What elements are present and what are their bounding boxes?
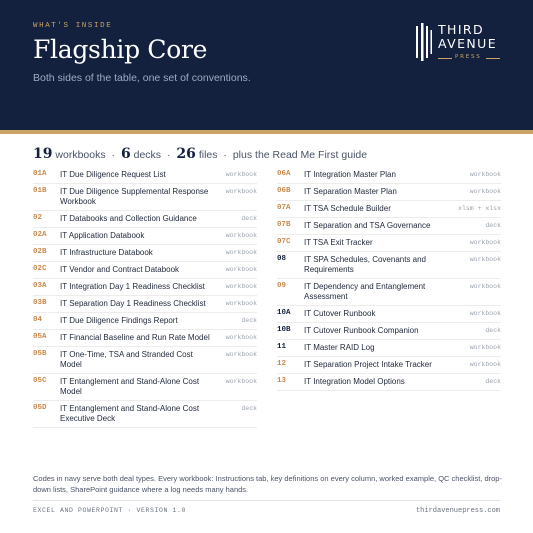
file-type: workbook xyxy=(469,361,501,368)
contents-summary xyxy=(33,146,367,162)
file-type: workbook xyxy=(225,334,257,341)
file-name: IT Dependency and Entanglement Assessment xyxy=(304,282,426,301)
file-type: workbook xyxy=(225,266,257,273)
logo-word-third: THIRD xyxy=(438,22,485,37)
file-name: IT TSA Schedule Builder xyxy=(304,204,391,213)
file-row[interactable] xyxy=(33,401,257,428)
file-name: IT Infrastructure Databook xyxy=(60,248,153,257)
file-row[interactable] xyxy=(277,218,501,235)
file-type: deck xyxy=(485,222,501,229)
file-row[interactable] xyxy=(277,235,501,252)
file-code: 06B xyxy=(277,187,291,195)
files-label: files xyxy=(198,149,218,161)
file-name: IT SPA Schedules, Covenants and Requirements xyxy=(304,255,427,274)
file-row[interactable] xyxy=(33,296,257,313)
file-code: 06A xyxy=(277,170,291,178)
file-name: IT Integration Day 1 Readiness Checklist xyxy=(60,282,205,291)
page-title: Flagship Core xyxy=(33,35,208,64)
file-code: 02 xyxy=(33,214,43,222)
file-code: 01B xyxy=(33,187,47,195)
file-row[interactable] xyxy=(33,211,257,228)
file-code: 10B xyxy=(277,326,291,334)
file-code: 02B xyxy=(33,248,47,256)
file-type: workbook xyxy=(225,188,257,195)
accent-divider xyxy=(0,130,533,134)
logo-word-press: PRESS xyxy=(455,54,482,60)
logo-word-avenue: AVENUE xyxy=(438,36,497,51)
footer-note: Codes in navy serve both deal types. Every workbook: Instructions tab, key definitions on every column, worked example, QC checklist, drop-down lists, SharePoint guidance where a log needs many hands. xyxy=(33,474,502,494)
decks-count: 6 xyxy=(120,146,131,162)
files-count: 26 xyxy=(176,146,196,162)
file-row[interactable] xyxy=(277,374,501,391)
file-type: deck xyxy=(241,317,257,324)
file-code: 05B xyxy=(33,350,47,358)
file-code: 05A xyxy=(33,333,47,341)
file-row[interactable] xyxy=(277,252,501,279)
eyebrow-label: WHAT'S INSIDE xyxy=(33,22,113,30)
file-code: 04 xyxy=(33,316,43,324)
file-type: workbook xyxy=(225,249,257,256)
file-type: workbook xyxy=(469,310,501,317)
file-code: 03B xyxy=(33,299,47,307)
file-code: 10A xyxy=(277,309,291,317)
file-type: xlsm + xlsx xyxy=(458,205,501,212)
file-code: 11 xyxy=(277,343,287,351)
file-code: 02A xyxy=(33,231,47,239)
file-type: workbook xyxy=(225,171,257,178)
file-name: IT Separation and TSA Governance xyxy=(304,221,431,230)
file-name: IT Separation Master Plan xyxy=(304,187,397,196)
summary-separator: · xyxy=(223,149,227,161)
file-row[interactable] xyxy=(277,167,501,184)
file-name: IT Master RAID Log xyxy=(304,343,375,352)
logo-press xyxy=(438,54,500,62)
file-name: IT Separation Day 1 Readiness Checklist xyxy=(60,299,206,308)
file-name: IT Financial Baseline and Run Rate Model xyxy=(60,333,210,342)
file-name: IT Due Diligence Findings Report xyxy=(60,316,178,325)
file-type: workbook xyxy=(469,344,501,351)
file-type: workbook xyxy=(469,239,501,246)
footer-website[interactable]: thirdavenuepress.com xyxy=(415,507,500,515)
footer-divider xyxy=(33,500,500,501)
file-name: IT Integration Master Plan xyxy=(304,170,396,179)
file-name: IT TSA Exit Tracker xyxy=(304,238,373,247)
logo-rule-right xyxy=(486,58,500,59)
file-type: deck xyxy=(485,327,501,334)
file-code: 07A xyxy=(277,204,291,212)
file-type: workbook xyxy=(469,171,501,178)
file-name: IT Integration Model Options xyxy=(304,377,405,386)
file-name: IT Due Diligence Request List xyxy=(60,170,166,179)
file-type: deck xyxy=(241,215,257,222)
file-row[interactable] xyxy=(33,330,257,347)
file-row[interactable] xyxy=(277,340,501,357)
file-code: 08 xyxy=(277,255,287,263)
file-name: IT Vendor and Contract Databook xyxy=(60,265,180,274)
file-code: 01A xyxy=(33,170,47,178)
file-type: workbook xyxy=(225,351,257,358)
file-row[interactable] xyxy=(33,374,257,401)
workbooks-label: workbooks xyxy=(55,149,106,161)
file-name: IT Application Databook xyxy=(60,231,145,240)
file-row[interactable] xyxy=(277,201,501,218)
file-type: workbook xyxy=(225,300,257,307)
file-code: 12 xyxy=(277,360,287,368)
brand-logo xyxy=(414,22,504,64)
file-row[interactable] xyxy=(277,323,501,340)
right-file-list xyxy=(277,167,501,391)
file-row[interactable] xyxy=(33,262,257,279)
columns-logo-icon xyxy=(414,22,434,62)
decks-label: decks xyxy=(133,149,162,161)
file-code: 07B xyxy=(277,221,291,229)
file-name: IT Entanglement and Stand-Alone Cost Model xyxy=(60,377,200,396)
file-row[interactable] xyxy=(33,347,257,374)
file-type: workbook xyxy=(469,188,501,195)
file-row[interactable] xyxy=(33,228,257,245)
file-row[interactable] xyxy=(277,184,501,201)
file-code: 13 xyxy=(277,377,287,385)
workbooks-count: 19 xyxy=(33,146,53,162)
file-type: deck xyxy=(485,378,501,385)
file-code: 09 xyxy=(277,282,287,290)
file-row[interactable] xyxy=(277,306,501,323)
file-row[interactable] xyxy=(277,279,501,306)
summary-separator: · xyxy=(166,149,171,161)
file-code: 03A xyxy=(33,282,47,290)
file-name: IT Cutover Runbook xyxy=(304,309,376,318)
file-row[interactable] xyxy=(33,167,257,184)
file-type: workbook xyxy=(225,232,257,239)
logo-rule-left xyxy=(438,58,452,59)
page-subtitle: Both sides of the table, one set of conventions. xyxy=(33,72,251,84)
file-type: deck xyxy=(241,405,257,412)
file-row[interactable] xyxy=(33,184,257,211)
summary-separator: · xyxy=(111,149,116,161)
file-row[interactable] xyxy=(33,279,257,296)
file-name: IT Separation Project Intake Tracker xyxy=(304,360,432,369)
file-type: workbook xyxy=(469,256,501,263)
file-name: IT Entanglement and Stand-Alone Cost Executive Deck xyxy=(60,404,200,423)
file-row[interactable] xyxy=(33,313,257,330)
file-code: 05C xyxy=(33,377,47,385)
file-row[interactable] xyxy=(277,357,501,374)
file-name: IT One-Time, TSA and Stranded Cost Model xyxy=(60,350,193,369)
left-file-list xyxy=(33,167,257,428)
file-code: 02C xyxy=(33,265,47,273)
header-banner xyxy=(0,0,533,130)
file-code: 05D xyxy=(33,404,47,412)
footer-version: EXCEL AND POWERPOINT · VERSION 1.0 xyxy=(33,507,187,514)
file-row[interactable] xyxy=(33,245,257,262)
file-type: workbook xyxy=(225,378,257,385)
file-type: workbook xyxy=(225,283,257,290)
summary-extra: plus the Read Me First guide xyxy=(232,149,368,161)
file-name: IT Due Diligence Supplemental Response Workbook xyxy=(60,187,209,206)
file-code: 07C xyxy=(277,238,291,246)
file-name: IT Cutover Runbook Companion xyxy=(304,326,419,335)
file-type: workbook xyxy=(469,283,501,290)
file-name: IT Databooks and Collection Guidance xyxy=(60,214,197,223)
